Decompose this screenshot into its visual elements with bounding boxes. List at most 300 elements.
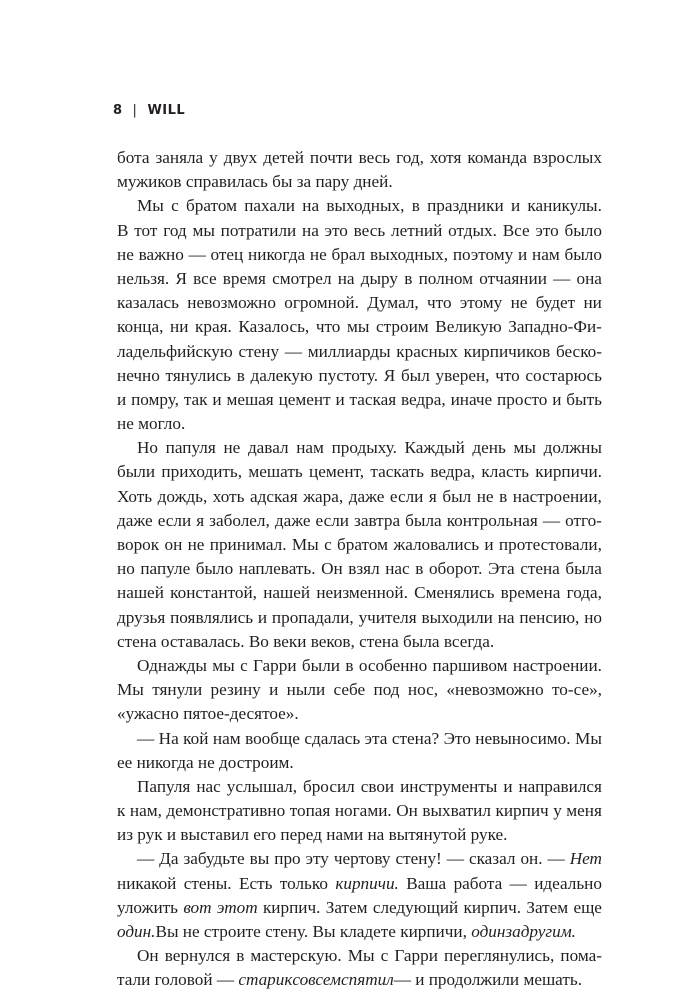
word: строите [203, 922, 266, 941]
word: класть [481, 462, 529, 482]
word: мужиков [117, 172, 186, 192]
word: выхватил [422, 801, 491, 821]
word: что [495, 365, 520, 385]
word: Вы [155, 922, 183, 941]
word: состарюсь [525, 365, 602, 385]
italic-word: за [505, 922, 521, 941]
word: год, [396, 148, 424, 167]
word: и [484, 535, 494, 554]
word: идеально [534, 873, 602, 893]
word: и [552, 389, 562, 409]
word: — [188, 244, 206, 264]
word: не [197, 752, 220, 772]
word: уверен, [435, 365, 490, 385]
word: была [403, 631, 444, 651]
word: у [553, 801, 562, 821]
word: продолжили [428, 970, 524, 990]
word: команда [467, 148, 528, 167]
word: важно [138, 244, 184, 264]
text-line [117, 243, 602, 267]
word: в [499, 486, 508, 506]
word: Сменялись [414, 583, 495, 603]
word: хоть [212, 486, 245, 506]
word: миллиарды [307, 341, 391, 361]
word: паршивом [432, 655, 508, 675]
word: нами [326, 825, 368, 845]
word: весь [358, 148, 391, 167]
word: за [296, 172, 316, 192]
word: тянули [152, 680, 203, 700]
word: эту [305, 849, 329, 869]
word: если [315, 510, 349, 530]
word: невозможно [187, 293, 276, 313]
word: кирпич. [262, 897, 321, 917]
word: так [183, 389, 208, 409]
word: и [518, 244, 528, 264]
text-line [117, 727, 602, 751]
word: стену. [265, 922, 313, 941]
word: давал [247, 438, 289, 458]
word: свои [360, 776, 395, 796]
word: — [547, 849, 565, 869]
word: не [117, 244, 134, 264]
text-line [117, 823, 602, 847]
word: почти [309, 148, 353, 167]
word: под [373, 680, 400, 700]
text-line [117, 557, 602, 581]
word: Мы [291, 535, 319, 554]
word: Гарри [394, 946, 438, 966]
word: Мы [347, 946, 375, 966]
word: и [503, 776, 513, 796]
italic-word: один. [117, 922, 156, 941]
word: мы [513, 438, 536, 458]
word: Во [248, 631, 274, 651]
word: Есть [238, 873, 273, 893]
word: он [164, 535, 183, 554]
word: пома- [560, 946, 602, 966]
word: стену [238, 341, 280, 361]
word: константой, [170, 583, 257, 603]
word: выходили [421, 607, 493, 627]
word: Он [396, 801, 418, 821]
word: уложить [117, 897, 179, 917]
word: друзья [117, 607, 166, 627]
word: в [404, 268, 413, 288]
word: бота [117, 148, 150, 167]
word: не [476, 486, 494, 506]
text-line [117, 702, 602, 726]
word: года, [566, 583, 602, 603]
word: кой [183, 728, 209, 748]
word: Казалось, [238, 317, 310, 337]
text-line [117, 412, 602, 436]
word: услышал, [226, 776, 297, 796]
text-line [117, 654, 602, 678]
italic-word: спятил [341, 970, 394, 990]
word: рук [137, 825, 167, 845]
word: края. [195, 317, 232, 337]
word: год [163, 220, 187, 240]
word: пару [315, 172, 354, 192]
word: ее [117, 752, 137, 772]
word: настроении, [512, 486, 602, 506]
word: Мы [137, 196, 164, 216]
word: мы [192, 220, 215, 240]
word: адская [249, 486, 298, 506]
word: и [269, 680, 279, 700]
word: кирпичиков [463, 341, 551, 361]
word: и [335, 389, 345, 409]
word: в [411, 196, 420, 216]
word: взял [348, 559, 380, 579]
word: нашей [117, 583, 164, 603]
text-line [117, 630, 602, 654]
word: из [117, 825, 138, 845]
italic-word: совсем [292, 970, 341, 990]
word: на [302, 220, 319, 240]
word: нас [385, 559, 410, 579]
word: строим [376, 317, 429, 337]
word: сдалась [304, 728, 361, 748]
word: Вы [312, 922, 340, 941]
word: топая [289, 801, 331, 821]
word: веки [273, 631, 311, 651]
text-line [117, 509, 602, 533]
text-line [117, 485, 602, 509]
word: — [446, 849, 464, 869]
word: мешать [248, 462, 303, 482]
word: на [497, 607, 515, 627]
word: Да [159, 849, 179, 869]
word: жара, [303, 486, 344, 506]
word: поэтому [452, 244, 514, 264]
italic-word: кирпичи. [335, 873, 399, 893]
word: инструменты [400, 776, 498, 796]
word: головой [154, 970, 217, 990]
word: неизменной. [316, 583, 408, 603]
word: я [428, 486, 437, 506]
word: особенно [358, 655, 428, 675]
word: ныли [286, 680, 326, 700]
word: даже [348, 486, 385, 506]
word: Великую [435, 317, 502, 337]
word: еще [573, 897, 602, 917]
word: демонстративно [166, 801, 286, 821]
word: праздники [427, 196, 504, 216]
text-line [117, 968, 602, 992]
word: стену! [395, 849, 442, 869]
word: на [367, 825, 389, 845]
word: достроим. [219, 752, 294, 772]
word: пропадали, [271, 607, 354, 627]
word: на [302, 196, 320, 216]
word: — [284, 341, 303, 361]
word: чертову [333, 849, 391, 869]
text-line [117, 170, 602, 194]
word: нас [196, 776, 221, 796]
word: было [564, 244, 602, 264]
word: отдых. [448, 220, 497, 240]
word: в [345, 655, 354, 675]
text-line [117, 799, 602, 823]
word: вытянутой [388, 825, 471, 845]
word: никогда [136, 752, 198, 772]
word: пенсию, [519, 607, 580, 627]
word: Папуля [137, 776, 191, 796]
text-line [117, 581, 602, 605]
word: принимал. [209, 535, 287, 554]
text-line [117, 460, 602, 484]
word: наплевать. [238, 559, 316, 579]
word: летний [391, 220, 443, 240]
text-line [117, 847, 602, 871]
word: потратили [220, 220, 297, 240]
word: ладельфийскую [117, 341, 233, 361]
word: братом [186, 196, 237, 216]
word: только [279, 873, 328, 893]
word: и [415, 970, 429, 990]
word: эта [364, 728, 388, 748]
word: просто [497, 389, 548, 409]
word: были [117, 462, 156, 482]
word: иначе [450, 389, 493, 409]
word: кирпичи. [535, 462, 602, 482]
word: с [171, 196, 179, 216]
word: всегда. [443, 631, 495, 651]
word: выставил [180, 825, 254, 845]
word: Но [137, 438, 159, 458]
word: Я [175, 268, 187, 288]
word: стена [520, 559, 560, 579]
text-line [117, 146, 602, 170]
word: нам [532, 244, 560, 264]
word: с [240, 655, 248, 675]
word: стена [117, 631, 161, 651]
word: нечно [117, 365, 160, 385]
word: далекую [250, 365, 313, 385]
word: она [576, 268, 602, 288]
word: «невозможно [446, 680, 544, 700]
text-line [117, 872, 602, 896]
word: день [472, 438, 506, 458]
word: этому [459, 293, 503, 313]
word: «ужасно [117, 704, 184, 724]
word: пустоту. [318, 365, 379, 385]
word: никакой [117, 873, 177, 893]
word: конца, [117, 317, 164, 337]
word: и [510, 196, 521, 216]
word: работа [453, 873, 503, 893]
word: отго- [565, 510, 602, 530]
word: нашей [263, 583, 311, 603]
text-line [117, 267, 602, 291]
word: Мы [117, 680, 144, 700]
word: продыху. [331, 438, 397, 458]
text-line [117, 751, 602, 775]
word: тот [134, 220, 158, 240]
text-line [117, 291, 602, 315]
word: — [393, 970, 416, 990]
word: жаловались [393, 535, 480, 554]
word: с [380, 946, 389, 966]
word: Хоть [117, 486, 153, 506]
word: была [565, 559, 602, 579]
word: что [427, 293, 452, 313]
word: братом [337, 535, 388, 554]
text-line [117, 920, 602, 944]
word: Мы [575, 728, 602, 748]
word: весь [353, 220, 386, 240]
word: ни [170, 317, 189, 337]
italic-word: Нет [569, 849, 602, 869]
running-title: WILL [147, 103, 186, 118]
word: не [182, 922, 204, 941]
word: контрольная [446, 510, 538, 530]
word: стена [359, 631, 404, 651]
word: но [584, 607, 602, 627]
word: огромной. [284, 293, 359, 313]
word: полном [418, 268, 474, 288]
word: Он [321, 559, 343, 579]
word: забудьте [183, 849, 245, 869]
word: красных [396, 341, 458, 361]
word: не [510, 293, 528, 313]
word: оборот. [428, 559, 483, 579]
word: но [117, 559, 135, 579]
word: каникулы. [527, 196, 602, 216]
text-line [117, 219, 602, 243]
word: руке. [470, 825, 508, 845]
word: отчаянии [479, 268, 547, 288]
word: взрослых [533, 148, 602, 167]
word: веков, [310, 631, 360, 651]
word: времена [500, 583, 561, 603]
word: смотрел [272, 268, 332, 288]
word: к [117, 801, 126, 821]
word: переглянулись, [444, 946, 555, 966]
word: Ваша [406, 873, 447, 893]
word: брал [331, 244, 366, 264]
word: кирпич [495, 801, 549, 821]
word: стена? [391, 728, 440, 748]
word: В [117, 220, 129, 240]
word: ни [583, 293, 602, 313]
word: ведра, [430, 462, 476, 482]
word: и [257, 607, 268, 627]
word: мы [212, 655, 235, 675]
word: Затем [325, 897, 368, 917]
word: стены. [183, 873, 232, 893]
word: был [442, 486, 472, 506]
word: пахали [244, 196, 295, 216]
word: про [274, 849, 301, 869]
word: время [222, 268, 266, 288]
word: пятое-десятое». [183, 704, 299, 724]
word: помру, [131, 389, 179, 409]
word: кладете [339, 922, 401, 941]
word: папуля [165, 438, 216, 458]
word: никогда [248, 244, 306, 264]
word: заболел, [209, 510, 270, 530]
word: был [400, 365, 430, 385]
word: резину [210, 680, 261, 700]
word: цемент, [309, 462, 365, 482]
italic-word: один [471, 922, 506, 941]
word: учителя [358, 607, 417, 627]
word: мешать. [523, 970, 583, 990]
word: кирпич. [463, 897, 522, 917]
word: он. [520, 849, 543, 869]
word: то-се», [552, 680, 602, 700]
text-line [117, 194, 602, 218]
word: в [415, 559, 424, 579]
word: настроении. [512, 655, 602, 675]
word: Я [383, 365, 396, 385]
text-line [117, 315, 602, 339]
word: было [195, 559, 234, 579]
word: выходных, [369, 244, 449, 264]
text-line [117, 944, 602, 968]
italic-word: другим. [520, 922, 576, 941]
word: — [137, 849, 155, 869]
word: приходить, [161, 462, 243, 482]
word: невыносимо. [475, 728, 571, 748]
word: не [223, 438, 241, 458]
word: оставалась. [160, 631, 249, 651]
word: вернулся [164, 946, 231, 966]
word: было [564, 220, 602, 240]
text-line [117, 340, 602, 364]
word: таская [349, 389, 397, 409]
word: не [117, 414, 139, 434]
word: не [309, 244, 327, 264]
word: на [337, 268, 355, 288]
word: нельзя. [117, 268, 170, 288]
word: себе [333, 680, 366, 700]
word: в [236, 946, 245, 966]
word: двух [223, 148, 258, 167]
word: даже [274, 510, 311, 530]
word: это [324, 220, 348, 240]
word: Западно-Фи- [508, 317, 602, 337]
word: Это [443, 728, 471, 748]
word: Эта [487, 559, 515, 579]
word: мешая [226, 389, 274, 409]
word: тали [117, 970, 155, 990]
word: справилась [185, 172, 273, 192]
word: если [389, 486, 424, 506]
word: Он [137, 946, 159, 966]
word: казалась [117, 293, 179, 313]
word: направился [518, 776, 602, 796]
word: завтра [354, 510, 401, 530]
running-head [113, 103, 185, 118]
word: что [315, 317, 341, 337]
text-line [117, 533, 602, 557]
word: нам [296, 438, 324, 458]
word: — [137, 728, 155, 748]
word: и [166, 825, 181, 845]
word: — [553, 268, 571, 288]
word: должны [543, 438, 602, 458]
word: у [209, 148, 218, 167]
word: это [535, 220, 559, 240]
page-number: 8 [113, 103, 123, 118]
word: и [212, 389, 222, 409]
text-line [117, 436, 602, 460]
word: детей [263, 148, 304, 167]
